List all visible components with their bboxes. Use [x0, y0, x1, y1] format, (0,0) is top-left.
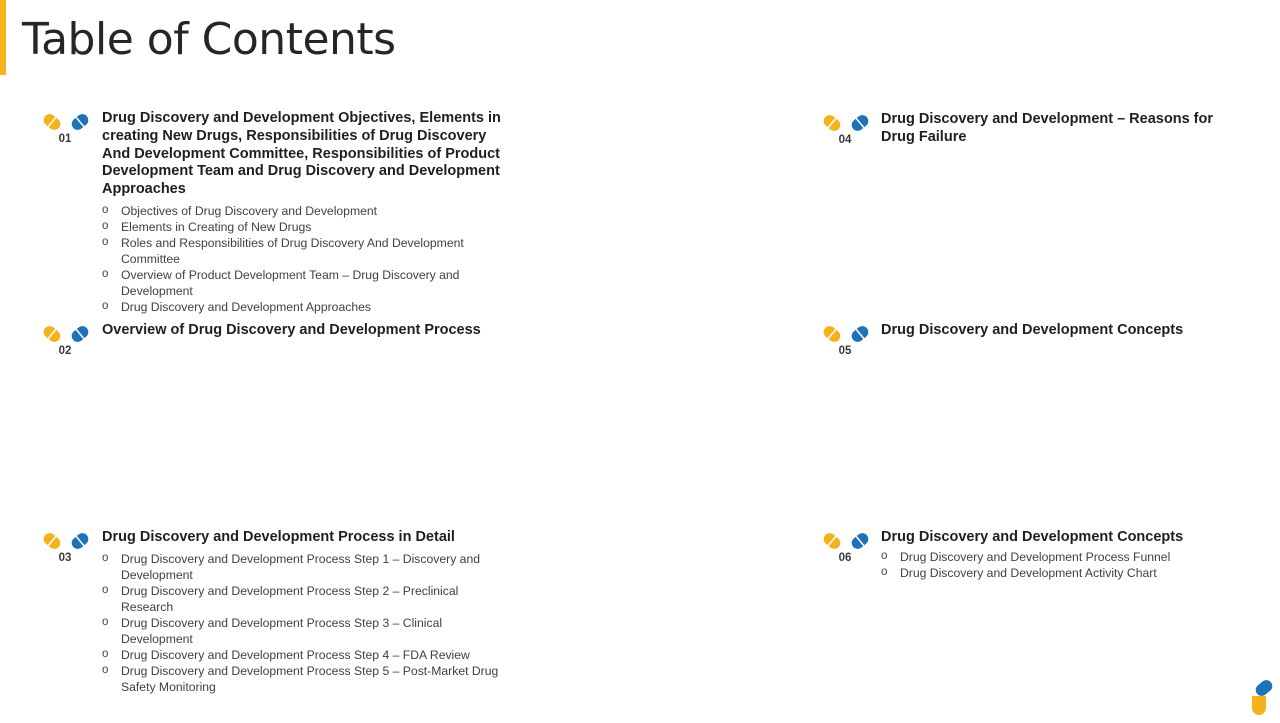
- entry-heading: Drug Discovery and Development Process in Detail: [102, 529, 455, 545]
- list-item: o Drug Discovery and Development Process Funnel: [881, 549, 1261, 565]
- title-accent-bar: [0, 0, 6, 75]
- entry-number: 06: [838, 552, 852, 564]
- entry-heading: Drug Discovery and Development – Reasons for Drug Failure: [881, 111, 1213, 145]
- capsule-logo-icon: [1248, 678, 1276, 723]
- list-item: o Drug Discovery and Development Process Step 3 – Clinical Development: [102, 615, 502, 647]
- list-item: o Drug Discovery and Development Process Step 1 – Discovery and Development: [102, 551, 502, 583]
- list-item: o Drug Discovery and Development Process Step 5 – Post-Market Drug Safety Monitoring: [102, 663, 502, 695]
- entry-number: 03: [58, 552, 72, 564]
- list-item: o Roles and Responsibilities of Drug Discovery And Development Committee: [102, 235, 492, 267]
- entry-heading: Drug Discovery and Development Objectives, Elements in creating New Drugs, Responsibilities of Drug Discovery And Development Committee, Responsibilities of Product Development Team and Drug Discovery and Development Approaches: [102, 110, 501, 198]
- list-item: o Overview of Product Development Team – Drug Discovery and Development: [102, 267, 492, 299]
- capsules-icon: [40, 322, 94, 362]
- entry-number: 04: [838, 134, 852, 146]
- list-item: o Drug Discovery and Development Process Step 2 – Preclinical Research: [102, 583, 502, 615]
- capsules-icon: [820, 322, 874, 362]
- list-item: o Elements in Creating of New Drugs: [102, 219, 492, 235]
- capsules-icon: [40, 529, 94, 569]
- list-item: o Drug Discovery and Development Process Step 4 – FDA Review: [102, 647, 502, 663]
- list-item: o Objectives of Drug Discovery and Development: [102, 203, 492, 219]
- list-item: o Drug Discovery and Development Activity Chart: [881, 565, 1261, 581]
- capsules-icon: [820, 529, 874, 569]
- entry-number: 05: [838, 345, 852, 357]
- entry-heading: Overview of Drug Discovery and Development Process: [102, 322, 481, 338]
- entry-number: 02: [58, 345, 72, 357]
- entry-heading: Drug Discovery and Development Concepts: [881, 322, 1184, 338]
- entry-subitems: [881, 549, 1261, 581]
- capsules-icon: [820, 111, 874, 151]
- entry-subitems: [102, 551, 502, 695]
- entry-number: 01: [58, 133, 72, 145]
- entry-heading: Drug Discovery and Development Concepts: [881, 529, 1184, 545]
- entry-subitems: [102, 203, 492, 315]
- list-item: o Drug Discovery and Development Approaches: [102, 299, 492, 315]
- page-title: Table of Contents: [22, 14, 396, 65]
- capsules-icon: [40, 110, 94, 150]
